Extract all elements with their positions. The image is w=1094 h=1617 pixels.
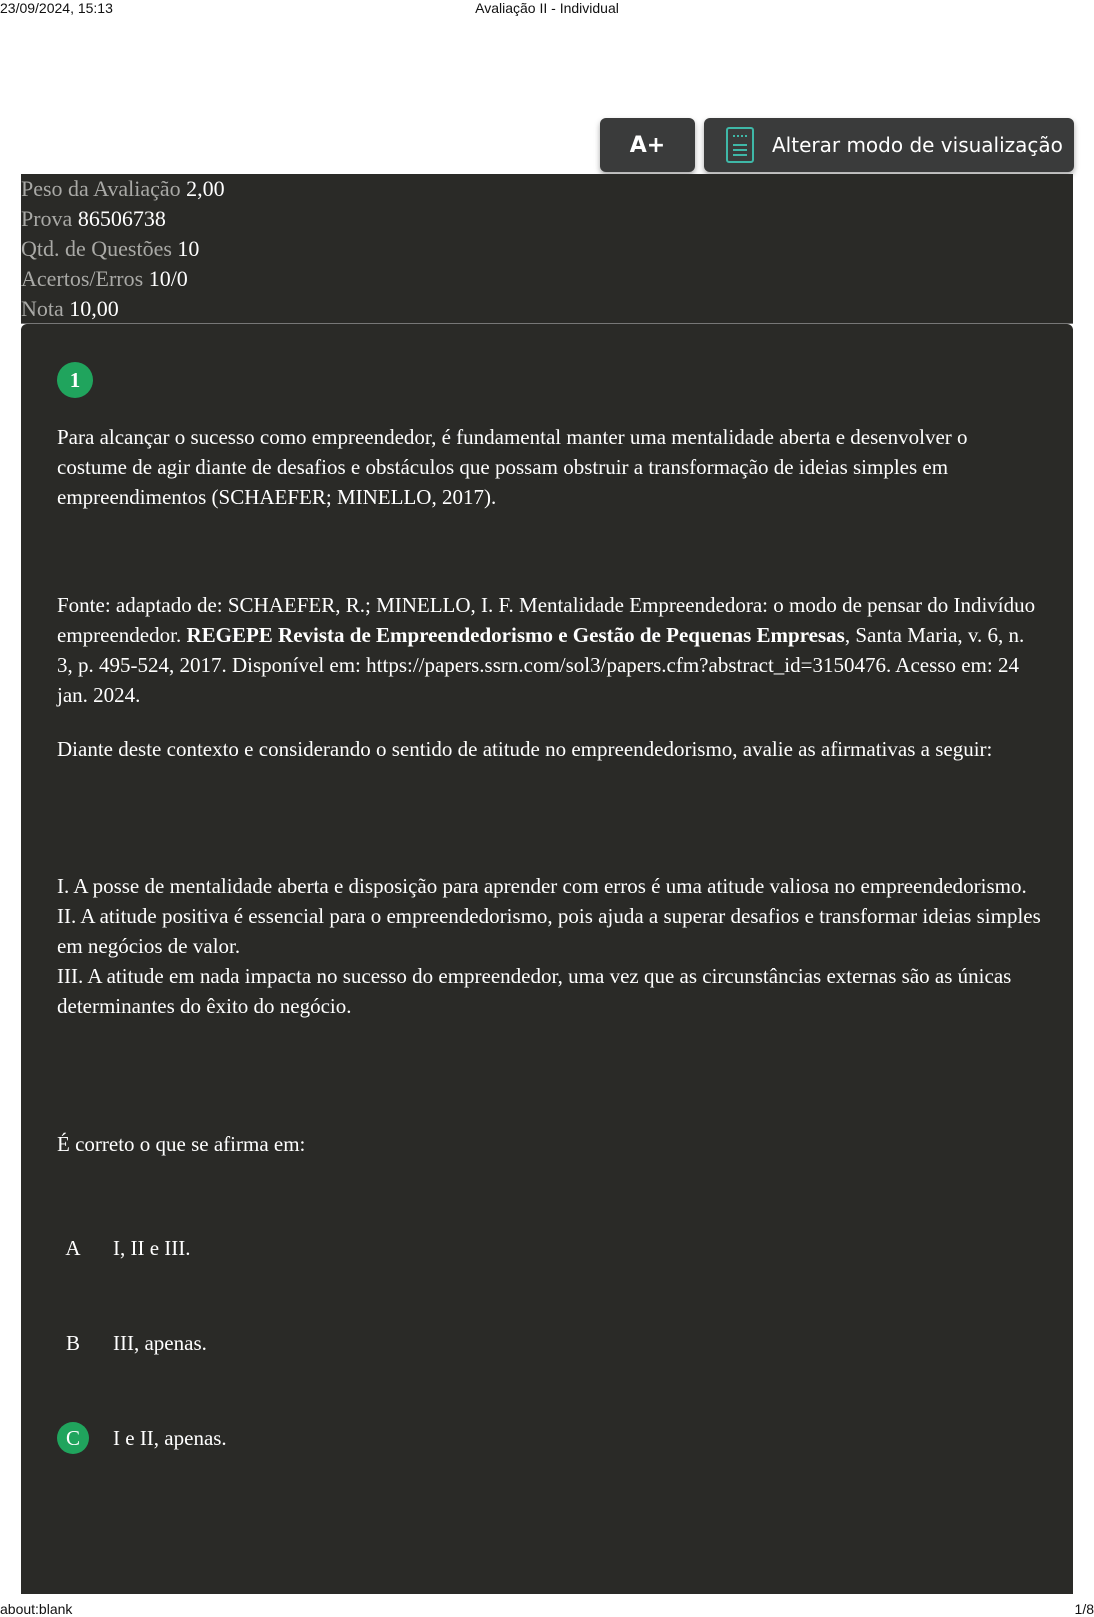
answer-option-c[interactable] — [57, 1422, 957, 1462]
print-doc-title: Avaliação II - Individual — [475, 0, 619, 16]
summary-label: Peso da Avaliação — [21, 176, 181, 201]
font-size-label: A+ — [629, 132, 666, 158]
question-context: Diante deste contexto e considerando o sentido de atitude no empreendedorismo, avalie as afirmativas a seguir: — [57, 737, 993, 761]
document-icon — [726, 127, 754, 163]
source-text: Fonte: adaptado de: SCHAEFER, R.; MINELLO, I. F. Mentalidade Empreendedora: o modo de pensar do Indivíduo empreendedor. — [57, 593, 1036, 647]
summary-value: 2,00 — [186, 176, 225, 201]
summary-row-exam — [21, 204, 1073, 234]
summary-label: Qtd. de Questões — [21, 236, 172, 261]
summary-label: Acertos/Erros — [21, 266, 144, 291]
summary-value: 86506738 — [77, 206, 166, 231]
option-text: I, II e III. — [113, 1236, 191, 1260]
print-header — [0, 0, 1094, 18]
statement-item: III. A atitude em nada impacta no sucesso do empreendedor, uma vez que as circunstâncias externas são as únicas determinantes do êxito do negócio. — [57, 964, 1012, 1018]
font-size-button[interactable] — [600, 118, 695, 172]
summary-row-question-count — [21, 234, 1073, 264]
statements-list — [57, 871, 1042, 1021]
summary-row-grade — [21, 294, 1073, 324]
option-letter: B — [65, 1331, 80, 1355]
print-page-number: 1/8 — [1074, 1601, 1094, 1617]
source-journal: REGEPE Revista de Empreendedorismo e Gestão de Pequenas Empresas — [186, 623, 845, 647]
view-mode-label: Alterar modo de visualização — [772, 133, 1063, 157]
exam-summary — [21, 174, 1073, 324]
question-source — [57, 590, 1042, 710]
statement-item: II. A atitude positiva é essencial para o empreendedorismo, pois ajuda a superar desafios e transformar ideias simples em negócios de valor. — [57, 904, 1041, 958]
answer-option-a[interactable] — [57, 1232, 957, 1272]
view-mode-button[interactable] — [704, 118, 1074, 172]
summary-row-score-ratio — [21, 264, 1073, 294]
summary-value: 10/0 — [148, 266, 188, 291]
answer-option-b[interactable] — [57, 1327, 957, 1367]
option-text: III, apenas. — [113, 1331, 207, 1355]
question-intro: Para alcançar o sucesso como empreendedor, é fundamental manter uma mentalidade aberta e desenvolver o costume de agir diante de desafios e obstáculos que possam obstruir a transformação de ideias simples em empreendimentos (SCHAEFER; MINELLO, 2017). — [57, 425, 968, 509]
question-number-badge: 1 — [57, 362, 93, 398]
statement-item: I. A posse de mentalidade aberta e disposição para aprender com erros é uma atitude valiosa no empreendedorismo. — [57, 874, 1027, 898]
summary-value: 10 — [177, 236, 200, 261]
option-letter: A — [65, 1236, 81, 1260]
summary-row-weight — [21, 174, 1073, 204]
question-card — [21, 324, 1073, 1594]
summary-label: Prova — [21, 206, 73, 231]
source-text-end: , Santa Maria, v. 6, n. 3, p. 495-524, 2017. Disponível em: https://papers.ssrn.com/sol3/papers.cfm?abstract_id=3150476. Acesso em: 24 jan. 2024. — [57, 623, 1025, 707]
print-footer — [0, 1599, 1094, 1617]
question-prompt: É correto o que se afirma em: — [57, 1132, 306, 1156]
option-text: I e II, apenas. — [113, 1426, 227, 1450]
option-letter-correct: C — [57, 1422, 89, 1454]
print-datetime: 23/09/2024, 15:13 — [0, 0, 113, 16]
summary-label: Nota — [21, 296, 64, 321]
print-url: about:blank — [0, 1601, 73, 1617]
summary-value: 10,00 — [69, 296, 119, 321]
